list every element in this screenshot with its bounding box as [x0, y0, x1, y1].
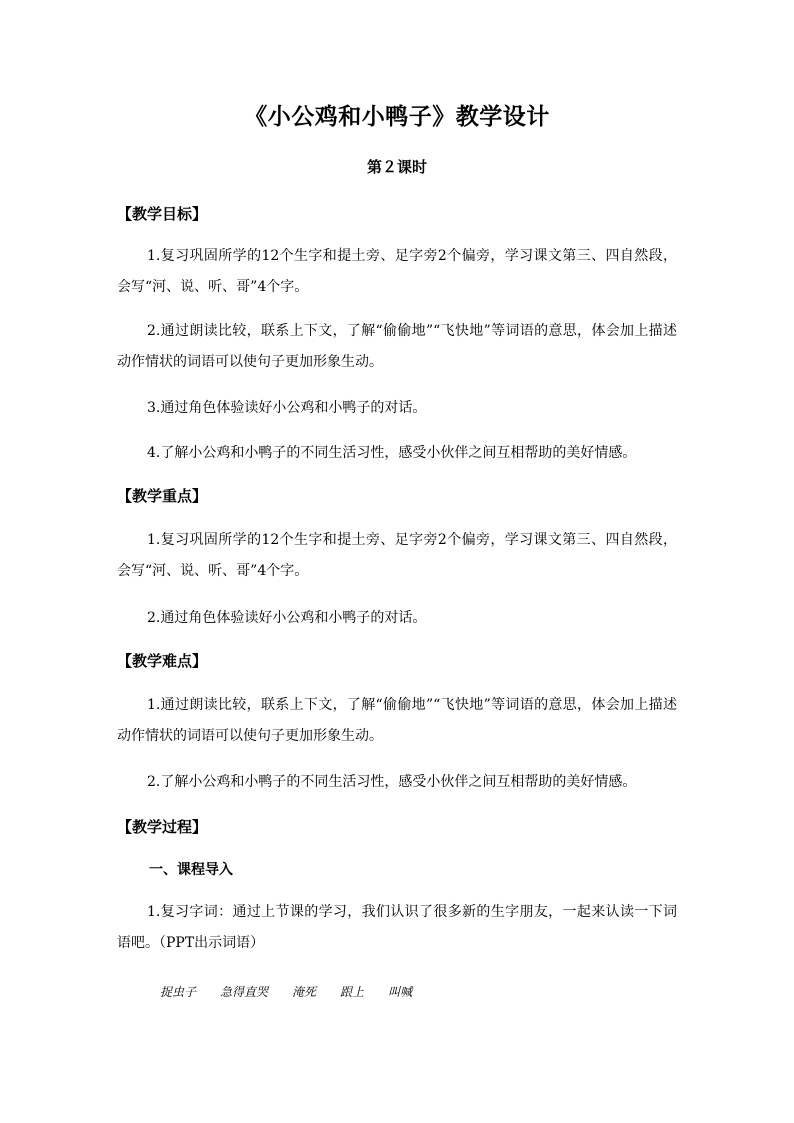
goals-item-4: 4.了解小公鸡和小鸭子的不同生活习性，感受小伙伴之间互相帮助的美好情感。	[147, 445, 637, 461]
course-intro-heading: 一、课程导入	[149, 862, 233, 878]
vocab-word: 急得直哭	[220, 985, 269, 999]
lesson-period: 第２课时	[366, 158, 427, 176]
difficulties-heading: 【教学难点】	[117, 652, 208, 670]
key-points-item-1: 1.复习巩固所学的12个生字和提土旁、足字旁2个偏旁，学习课文第三、四自然段，会写“河、说、听、哥”4个字。	[117, 532, 677, 579]
goals-item-3: 3.通过角色体验读好小公鸡和小鸭子的对话。	[147, 400, 427, 416]
vocab-word: 淹死	[292, 985, 317, 999]
vocab-word: 捉虫子	[160, 985, 197, 999]
document-title: 《小公鸡和小鸭子》教学设计	[244, 103, 550, 130]
difficulties-item-1: 1.通过朗读比较，联系上下文，了解“偷偷地”“飞快地”等词语的意思，体会加上描述动作情状的词语可以使句子更加形象生动。	[117, 697, 677, 744]
course-intro-item-1: 1.复习字词：通过上节课的学习，我们认识了很多新的生字朋友，一起来认读一下词语吧。（PPT出示词语）	[117, 904, 677, 951]
difficulties-item-2: 2.了解小公鸡和小鸭子的不同生活习性，感受小伙伴之间互相帮助的美好情感。	[147, 774, 637, 790]
key-points-heading: 【教学重点】	[117, 487, 208, 505]
goals-heading: 【教学目标】	[117, 205, 208, 223]
key-points-item-2: 2.通过角色体验读好小公鸡和小鸭子的对话。	[147, 610, 427, 626]
vocab-word: 跟上	[340, 985, 365, 999]
goals-item-2: 2.通过朗读比较，联系上下文，了解“偷偷地”“飞快地”等词语的意思，体会加上描述动作情状的词语可以使句子更加形象生动。	[117, 323, 677, 370]
goals-item-1: 1.复习巩固所学的12个生字和提土旁、足字旁2个偏旁，学习课文第三、四自然段，会写“河、说、听、哥”4个字。	[117, 248, 677, 295]
vocab-word: 叫喊	[388, 985, 413, 999]
process-heading: 【教学过程】	[117, 818, 208, 836]
vocabulary-words	[160, 982, 412, 1002]
